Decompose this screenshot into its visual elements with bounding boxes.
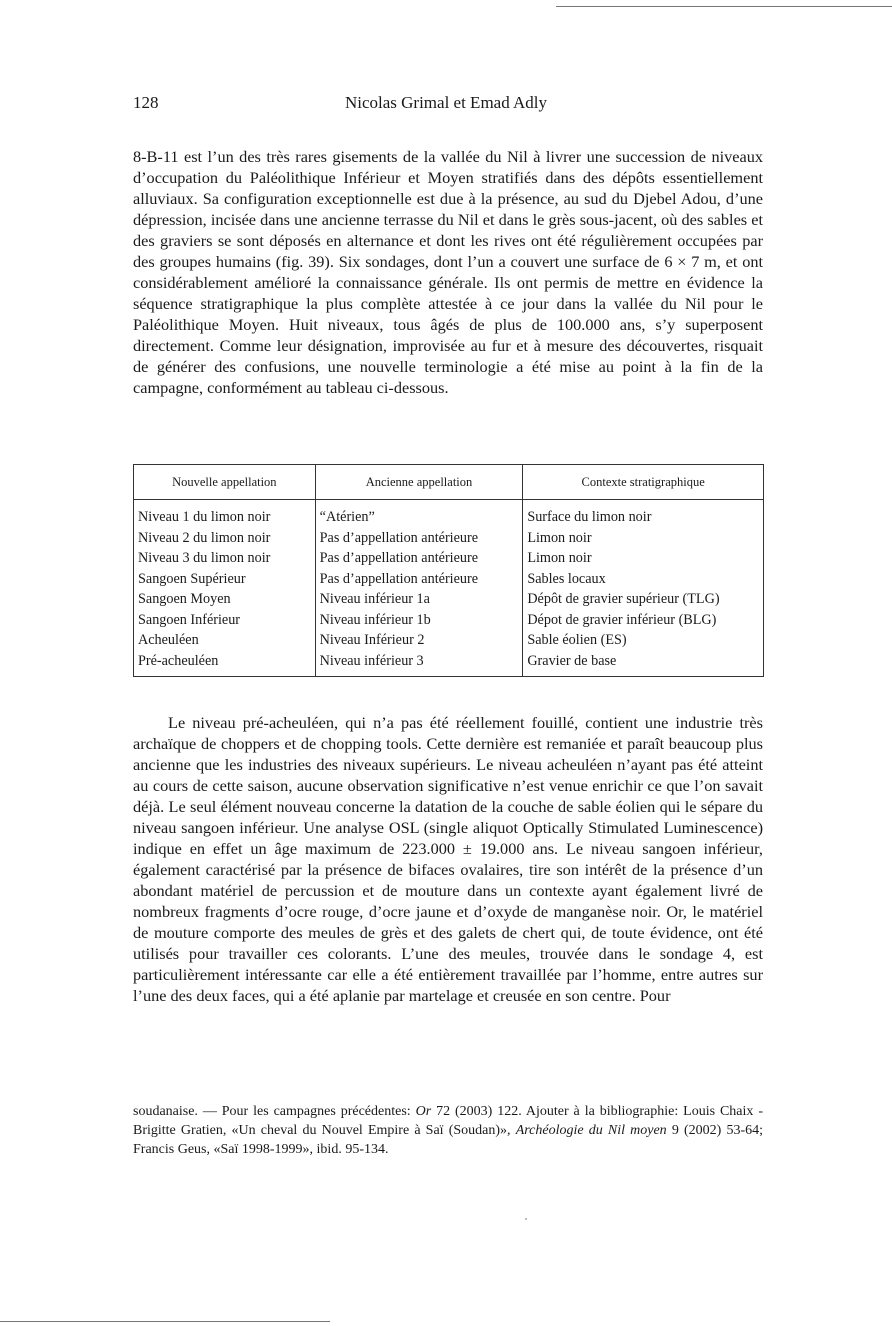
- cell-ancienne-appellation: Niveau Inférieur 2: [315, 630, 523, 651]
- table-row: [134, 548, 764, 569]
- table-row: [134, 589, 764, 610]
- cell-contexte: Limon noir: [523, 528, 764, 549]
- header-ancienne-appellation: Ancienne appellation: [315, 465, 523, 500]
- cell-nouvelle-appellation: Niveau 3 du limon noir: [134, 548, 316, 569]
- cell-nouvelle-appellation: Niveau 2 du limon noir: [134, 528, 316, 549]
- cell-nouvelle-appellation: Sangoen Supérieur: [134, 569, 316, 590]
- cell-nouvelle-appellation: Niveau 1 du limon noir: [134, 500, 316, 528]
- table-header-row: [134, 465, 764, 500]
- footnote-text-1: soudanaise. — Pour les campagnes précédentes:: [133, 1104, 416, 1119]
- cell-ancienne-appellation: Pas d’appellation antérieure: [315, 528, 523, 549]
- cell-contexte: Gravier de base: [523, 651, 764, 677]
- cell-contexte: Sable éolien (ES): [523, 630, 764, 651]
- footnote-text-2: 72 (2003) 122. Ajouter à la bibliographie: Louis Chaix - Brigitte Gratien, «Un cheval du Nouvel Empire à Saï (Soudan)»,: [133, 1104, 763, 1138]
- cell-contexte: Surface du limon noir: [523, 500, 764, 528]
- cell-contexte: Dépôt de gravier supérieur (TLG): [523, 589, 764, 610]
- footnote: [133, 1102, 763, 1159]
- header-contexte-stratigraphique: Contexte stratigraphique: [523, 465, 764, 500]
- footnote-journal-title: Or: [415, 1104, 432, 1119]
- paragraph-1: 8-B-11 est l’un des très rares gisements de la vallée du Nil à livrer une succession de niveaux d’occupation du Paléolithique Inférieur et Moyen stratifiés dans des dépôts essentiellement alluviaux. Sa configuration exceptionnelle est due à la présence, au sud du Djebel Adou, d’une dépression, incisée dans une ancienne terrasse du Nil et dans le grès sous-jacent, où des sables et des graviers se sont déposés en alternance et dont les rives ont été régulièrement occupées par des groupes humains (fig. 39). Six sondages, dont l’un a couvert une surface de 6 × 7 m, et ont considérablement amélioré la connaissance générale. Ils ont permis de mettre en évidence la séquence stratigraphique la plus complète attestée à ce jour dans la vallée du Nil pour le Paléolithique Moyen. Huit niveaux, tous âgés de plus de 100.000 ans, s’y superposent directement. Comme leur désignation, improvisée au fur et à mesure des découvertes, risquait de générer des confusions, une nouvelle terminologie a été mise au point à la fin de la campagne, conformément au tableau ci-dessous.: [133, 147, 763, 397]
- cell-ancienne-appellation: Niveau inférieur 3: [315, 651, 523, 677]
- table-row: [134, 651, 764, 677]
- paragraph-2: [133, 712, 763, 1006]
- page-number: 128: [133, 93, 159, 112]
- table-row: [134, 500, 764, 528]
- table-row: [134, 630, 764, 651]
- footnote-text-3: 9 (2002) 53-64; Francis Geus, «Saï 1998-1999», ibid. 95-134.: [133, 1123, 763, 1157]
- cell-nouvelle-appellation: Acheuléen: [134, 630, 316, 651]
- table-row: [134, 610, 764, 631]
- paragraph-2-last-line: deux faces, qui a été aplanie par martelage et creusée en son centre. Pour: [196, 986, 671, 1005]
- cell-nouvelle-appellation: Sangoen Inférieur: [134, 610, 316, 631]
- cell-nouvelle-appellation: Sangoen Moyen: [134, 589, 316, 610]
- paragraph-2-body: Le niveau pré-acheuléen, qui n’a pas été réellement fouillé, contient une industrie très archaïque de choppers et de chopping tools. Cette dernière est remaniée et paraît beaucoup plus ancienne que les industries des niveaux supérieurs. Le niveau acheuléen n’ayant pas été atteint au cours de cette saison, aucune observation significative n’est venue enrichir ce que l’on savait déjà. Le seul élément nouveau concerne la datation de la couche de sable éolien qui le sépare du niveau sangoen inférieur. Une analyse OSL (single aliquot Optically Stimulated Luminescence) indique en effet un âge maximum de 223.000 ± 19.000 ans. Le niveau sangoen inférieur, également caractérisé par la présence de bifaces ovalaires, tire son intérêt de la présence d’un abondant matériel de percussion et de mouture dans un contexte ayant également livré de nombreux fragments d’ocre rouge, d’ocre jaune et d’oxyde de manganèse noir. Or, le matériel de mouture comporte des meules de grès et des galets de chert qui, de toute évidence, ont été utilisés pour travailler ces colorants. L’une des meules, trouvée dans le sondage 4, est particulièrement intéressante car elle a été entièrement travaillée par l’homme, entre autres sur l’une des: [133, 713, 763, 1005]
- cell-ancienne-appellation: Pas d’appellation antérieure: [315, 569, 523, 590]
- scan-speck: [525, 1218, 527, 1220]
- cell-contexte: Sables locaux: [523, 569, 764, 590]
- table-row: [134, 528, 764, 549]
- footnote-series-title: Archéologie du Nil moyen: [515, 1123, 667, 1138]
- cell-nouvelle-appellation: Pré-acheuléen: [134, 651, 316, 677]
- cell-ancienne-appellation: Niveau inférieur 1b: [315, 610, 523, 631]
- cell-contexte: Dépot de gravier inférieur (BLG): [523, 610, 764, 631]
- cell-contexte: Limon noir: [523, 548, 764, 569]
- scan-edge-bottom: [0, 1321, 330, 1322]
- header-nouvelle-appellation: Nouvelle appellation: [134, 465, 316, 500]
- table-row: [134, 569, 764, 590]
- running-head: Nicolas Grimal et Emad Adly: [344, 93, 548, 112]
- cell-ancienne-appellation: Pas d’appellation antérieure: [315, 548, 523, 569]
- page-header: [0, 93, 892, 119]
- cell-ancienne-appellation: Niveau inférieur 1a: [315, 589, 523, 610]
- scan-edge-top: [556, 6, 892, 7]
- stratigraphy-table: [133, 464, 764, 677]
- cell-ancienne-appellation: “Atérien”: [315, 500, 523, 528]
